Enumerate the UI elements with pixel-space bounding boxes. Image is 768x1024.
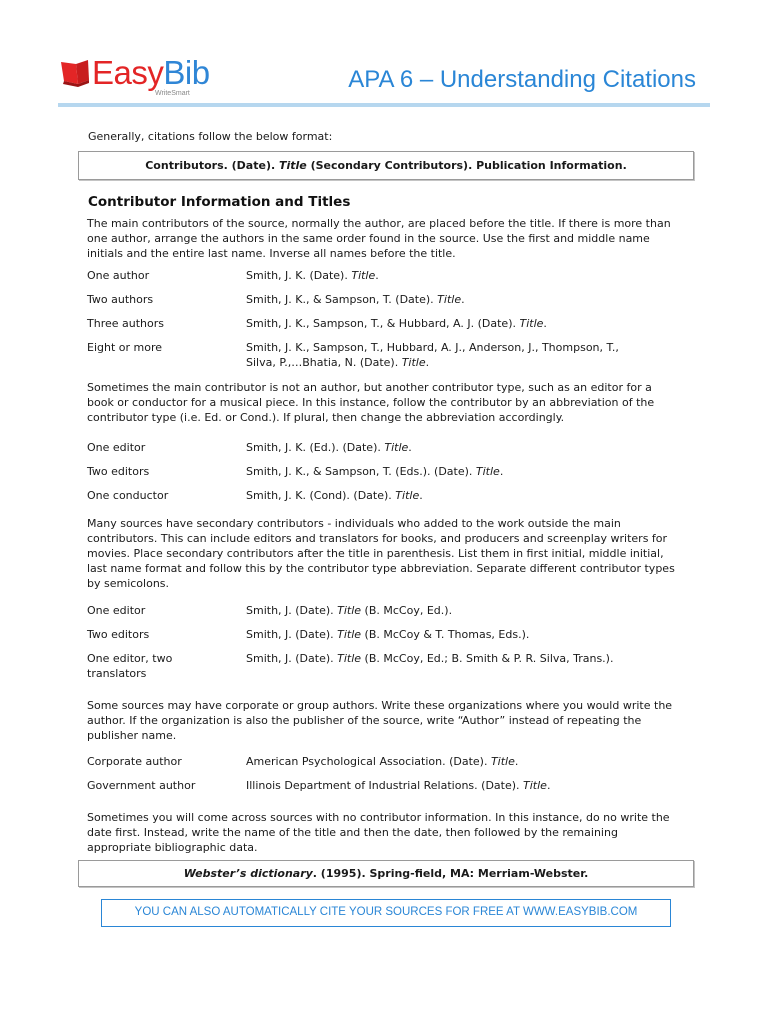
- logo-word-bib: Bib: [163, 54, 210, 91]
- example-label: Government author: [87, 779, 196, 792]
- paragraph-editors: Sometimes the main contributor is not an author, but another contributor type, such as an editor for a book or conductor for a musical piece. In this instance, follow the contributor by an abbreviation of the contributor type (i.e. Ed. or Cond.). If plural, then change the abbreviation accordingly.: [87, 381, 655, 424]
- citation-end: .: [375, 269, 379, 282]
- citation-title: Title: [490, 755, 515, 768]
- citation-text: Smith, J. K., & Sampson, T. (Eds.). (Date).: [246, 465, 476, 478]
- citation-end: .: [419, 489, 423, 502]
- example-citation: [246, 778, 646, 793]
- example-label: Eight or more: [87, 341, 163, 354]
- open-book-icon: [58, 58, 92, 88]
- page-title: APA 6 – Understanding Citations: [348, 66, 696, 93]
- citation-title: Title: [337, 652, 362, 665]
- example-box-rest: . (1995). Spring-field, MA: Merriam-Webster.: [312, 867, 589, 880]
- example-citation: [246, 340, 641, 370]
- citation-title: Title: [337, 628, 362, 641]
- citation-title: Title: [523, 779, 547, 792]
- example-label: Two authors: [87, 293, 154, 306]
- example-label: Three authors: [87, 317, 164, 330]
- citation-end: (B. McCoy & T. Thomas, Eds.).: [361, 628, 530, 641]
- citation-text: Smith, J. K. (Date).: [246, 269, 352, 282]
- citation-title: Title: [384, 441, 409, 454]
- example-citation: [246, 754, 646, 769]
- example-citation: [246, 627, 646, 642]
- paragraph-secondary: Many sources have secondary contributors - individuals who added to the work outside the main contributors. This can include editors and translators for books, and producers and screenplay writers for movies. Place secondary contributors after the title in parenthesis. List them in first initial, middle initial, last name format and follow this by the contributor type abbreviation. Separate different contributor types by semicolons.: [87, 517, 675, 590]
- example-citation: [246, 651, 646, 666]
- format-box-title: Title: [279, 159, 307, 172]
- example-label: Two editors: [87, 465, 150, 478]
- citation-end: .: [499, 465, 504, 478]
- example-label: Corporate author: [87, 755, 182, 768]
- citation-title: Title: [437, 293, 462, 306]
- example-label: One editor: [87, 441, 146, 454]
- logo-wordmark: [92, 54, 210, 92]
- example-citation: [246, 488, 646, 503]
- logo-tagline: WriteSmart: [155, 90, 190, 97]
- format-box-rest: (Secondary Contributors). Publication Information.: [306, 159, 627, 172]
- example-label: Two editors: [87, 628, 150, 641]
- example-citation: [246, 603, 646, 618]
- paragraph-authors: The main contributors of the source, normally the author, are placed before the title. If there is more than one author, arrange the authors in the same order found in the source. Use the first and middle name initials and the entire last name. Inverse all names before the title.: [87, 217, 671, 260]
- example-label: One editor, two translators: [87, 652, 173, 680]
- citation-text: American Psychological Association. (Date).: [246, 755, 491, 768]
- paragraph-corporate: Some sources may have corporate or group authors. Write these organizations where you would write the author. If the organization is also the publisher of the source, write “Author” instead of repeating the publisher name.: [87, 699, 673, 742]
- citation-end: .: [514, 755, 519, 768]
- citation-text: Smith, J. K., Sampson, T., & Hubbard, A. J. (Date).: [246, 317, 520, 330]
- citation-text: Smith, J. (Date).: [246, 628, 338, 641]
- citation-title: Title: [475, 465, 500, 478]
- citation-title: Title: [395, 489, 420, 502]
- example-label: One editor: [87, 604, 146, 617]
- format-box-contributors: Contributors. (Date).: [145, 159, 279, 172]
- citation-text: Smith, J. K., & Sampson, T. (Date).: [246, 293, 438, 306]
- example-citation: [246, 268, 646, 283]
- example-box-title: Webster’s dictionary: [183, 867, 313, 880]
- citation-text: Smith, J. K. (Cond). (Date).: [246, 489, 396, 502]
- citation-title: Title: [401, 356, 426, 369]
- citation-end: (B. McCoy, Ed.).: [361, 604, 453, 617]
- citation-end: .: [543, 317, 547, 330]
- example-citation: [246, 292, 646, 307]
- citation-title: Title: [351, 269, 376, 282]
- citation-text: Smith, J. (Date).: [246, 604, 338, 617]
- example-label: One author: [87, 269, 150, 282]
- example-citation: [246, 316, 646, 331]
- section-title: Contributor Information and Titles: [88, 194, 351, 210]
- example-citation: [246, 440, 646, 455]
- format-box: [78, 151, 694, 180]
- intro-text: Generally, citations follow the below format:: [88, 130, 333, 143]
- header-rule: [58, 103, 710, 107]
- paragraph-no-contributor: Sometimes you will come across sources with no contributor information. In this instance, do no write the date first. Instead, write the name of the title and then the date, then followed by the remaining appropriate bibliographic data.: [87, 811, 670, 854]
- page-header: [0, 0, 768, 120]
- citation-end: .: [408, 441, 412, 454]
- citation-end: .: [461, 293, 465, 306]
- example-label: One conductor: [87, 489, 169, 502]
- example-box: [78, 860, 694, 887]
- citation-end: .: [546, 779, 551, 792]
- citation-title: Title: [337, 604, 362, 617]
- easybib-logo: [58, 54, 208, 104]
- citation-text: Smith, J. (Date).: [246, 652, 338, 665]
- logo-word-easy: Easy: [92, 54, 164, 91]
- citation-text: Illinois Department of Industrial Relations. (Date).: [246, 779, 524, 792]
- example-citation: [246, 464, 646, 479]
- citation-text: Smith, J. K., Sampson, T., Hubbard, A. J., Anderson, J., Thompson, T., Silva, P.,…Bhatia, N. (Date).: [246, 341, 619, 369]
- easybib-cta-banner[interactable]: YOU CAN ALSO AUTOMATICALLY CITE YOUR SOURCES FOR FREE AT WWW.EASYBIB.COM: [101, 899, 671, 927]
- citation-end: .: [425, 356, 430, 369]
- citation-text: Smith, J. K. (Ed.). (Date).: [246, 441, 385, 454]
- citation-end: (B. McCoy, Ed.; B. Smith & P. R. Silva, Trans.).: [361, 652, 614, 665]
- citation-title: Title: [519, 317, 544, 330]
